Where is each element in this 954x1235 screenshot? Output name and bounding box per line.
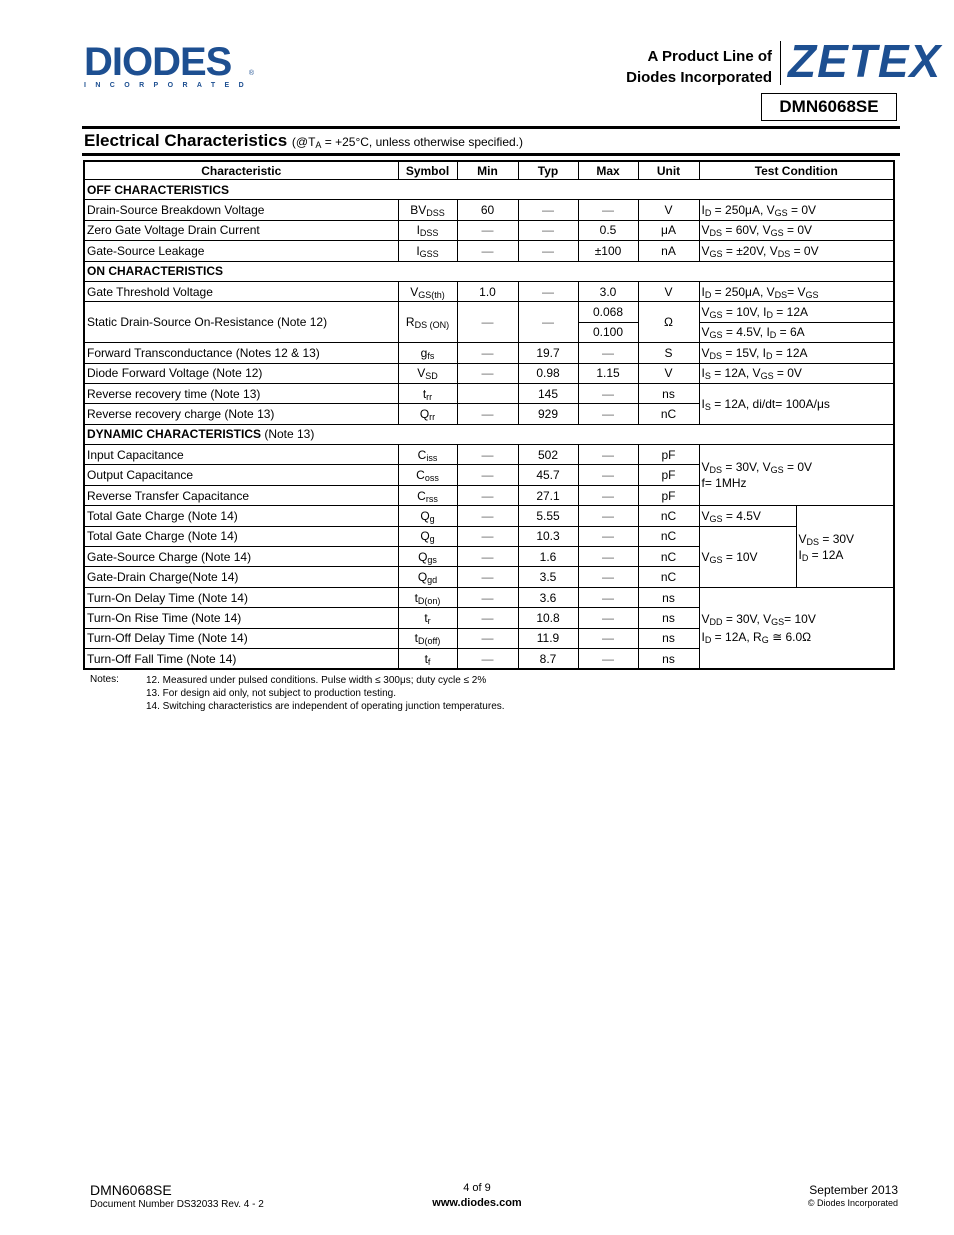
unit-cell: nA [638,241,699,261]
unit-cell: V [638,363,699,383]
footer-website-link[interactable]: www.diodes.com [432,1197,522,1209]
symbol-cell: $t_{rr}$ [398,383,457,403]
table-header-row [84,161,894,180]
unit-cell: nC [638,547,699,567]
section-on: ON CHARACTERISTICS [84,261,894,281]
condition-cell: $V_{GS} = 4.5V$ [699,506,796,526]
min-cell: — [457,220,518,240]
min-cell: 60 [457,200,518,220]
typ-cell: — [518,302,578,343]
condition-cell: $V_{GS} = 4.5V$, $I_D = 6A$ [699,322,894,342]
min-cell: — [457,506,518,526]
header-test-condition: Test Condition [699,161,894,180]
header-min: Min [457,161,518,180]
condition-cell: $V_{GS} = 10V$, $I_D = 12A$ [699,302,894,322]
section-title-condition: ($@T_A = +25^\circ C$, unless otherwise specified.) [291,135,524,150]
table-row [84,343,894,363]
max-cell: — [578,445,638,465]
max-cell: ±100 [578,241,638,261]
typ-cell: 145 [518,383,578,403]
table-row [84,281,894,301]
header-characteristic: Characteristic [84,161,398,180]
unit-cell: pF [638,485,699,505]
char-cell: Diode Forward Voltage (Note 12) [84,363,398,383]
table-row [84,383,894,403]
unit-cell: ns [638,587,699,607]
table-row [84,363,894,383]
symbol-cell: $I_{GSS}$ [398,241,457,261]
title-rule-bottom [82,153,900,156]
unit-cell: ns [638,608,699,628]
unit-cell: V [638,281,699,301]
max-cell: — [578,506,638,526]
table-row [84,220,894,240]
table-row [84,241,894,261]
diodes-logo-subtext: INCORPORATED [84,82,254,89]
min-cell: — [457,465,518,485]
diodes-logo [84,42,254,88]
min-cell: — [457,526,518,546]
header-symbol: Symbol [398,161,457,180]
table-row [84,506,894,526]
typ-cell: 5.55 [518,506,578,526]
symbol-cell: $t_f$ [398,648,457,669]
min-cell: 1.0 [457,281,518,301]
header-max: Max [578,161,638,180]
typ-cell: 8.7 [518,648,578,669]
char-cell: Gate-Source Charge (Note 14) [84,547,398,567]
max-cell: — [578,526,638,546]
header-unit: Unit [638,161,699,180]
table-row [84,302,894,322]
max-cell: 0.068 [578,302,638,322]
min-cell: — [457,363,518,383]
table-row [84,526,894,546]
typ-cell: 0.98 [518,363,578,383]
unit-cell: pF [638,465,699,485]
char-cell: Input Capacitance [84,445,398,465]
char-cell: Total Gate Charge (Note 14) [84,506,398,526]
symbol-cell: $V_{GS(th)}$ [398,281,457,301]
char-cell: Turn-Off Delay Time (Note 14) [84,628,398,648]
symbol-cell: $C_{rss}$ [398,485,457,505]
part-number-box: DMN6068SE [761,93,897,121]
footer-copyright: © Diodes Incorporated [807,1198,898,1208]
unit-cell: S [638,343,699,363]
symbol-cell: $Q_g$ [398,526,457,546]
typ-cell: 929 [518,404,578,424]
typ-cell: — [518,200,578,220]
min-cell [457,383,518,403]
min-cell: — [457,628,518,648]
typ-cell: 3.6 [518,587,578,607]
max-cell: — [578,343,638,363]
section-dynamic: DYNAMIC CHARACTERISTICS (Note 13) [84,424,894,444]
min-cell: — [457,567,518,587]
symbol-cell: $Q_{gd}$ [398,567,457,587]
table-row [84,445,894,465]
symbol-cell: $Q_{gs}$ [398,547,457,567]
symbol-cell: $g_{fs}$ [398,343,457,363]
max-cell: — [578,485,638,505]
footer-page-number: 4 of 9 [463,1182,491,1194]
condition-cell: $I_D = 250\mu A$, $V_{GS} = 0V$ [699,200,894,220]
registered-mark: ® [248,70,254,77]
unit-cell: nC [638,506,699,526]
char-cell: Turn-On Rise Time (Note 14) [84,608,398,628]
section-row [84,261,894,281]
char-cell: Gate-Source Leakage [84,241,398,261]
section-off: OFF CHARACTERISTICS [84,180,894,200]
max-cell: — [578,200,638,220]
unit-cell: nC [638,526,699,546]
condition-cell: $I_D = 250\mu A$, $V_{DS}= V_{GS}$ [699,281,894,301]
typ-cell: 1.6 [518,547,578,567]
typ-cell: 19.7 [518,343,578,363]
typ-cell: — [518,241,578,261]
typ-cell: 10.3 [518,526,578,546]
max-cell: — [578,648,638,669]
min-cell: — [457,404,518,424]
min-cell: — [457,302,518,343]
unit-cell: pF [638,445,699,465]
product-line [626,46,772,88]
section-row [84,180,894,200]
max-cell: — [578,628,638,648]
condition-cell: $V_{DS} = 60V$, $V_{GS} = 0V$ [699,220,894,240]
condition-cell: $V_{GS} = 10V$ [699,526,796,587]
min-cell: — [457,587,518,607]
max-cell: — [578,567,638,587]
note-12: 12. Measured under pulsed conditions. Pulse width ≤ 300μs; duty cycle ≤ 2% [146,675,487,686]
unit-cell: nC [638,567,699,587]
max-cell: 1.15 [578,363,638,383]
char-cell: Turn-Off Fall Time (Note 14) [84,648,398,669]
symbol-cell: $t_{D(on)}$ [398,587,457,607]
max-cell: — [578,587,638,607]
min-cell: — [457,343,518,363]
char-cell: Zero Gate Voltage Drain Current [84,220,398,240]
zetex-logo: ZETEX [788,35,942,87]
unit-cell: V [638,200,699,220]
min-cell: — [457,648,518,669]
condition-cell: $V_{DD} = 30V$, $V_{GS}= 10V$ $I_D = 12A$, $R_G$ ≅ 6.0Ω [699,587,894,669]
typ-cell: 3.5 [518,567,578,587]
char-cell: Output Capacitance [84,465,398,485]
condition-cell: $V_{DS} = 30V$ $I_D = 12A$ [796,506,894,588]
max-cell: 0.100 [578,322,638,342]
min-cell: — [457,547,518,567]
symbol-cell: $t_{D(off)}$ [398,628,457,648]
footer-document-number: Document Number DS32033 Rev. 4 - 2 [90,1199,264,1210]
typ-cell: 27.1 [518,485,578,505]
max-cell: — [578,404,638,424]
note-14: 14. Switching characteristics are independent of operating junction temperatures. [146,701,505,712]
min-cell: — [457,608,518,628]
typ-cell: — [518,281,578,301]
title-rule-top [82,126,900,129]
typ-cell: 502 [518,445,578,465]
max-cell: — [578,608,638,628]
table-row [84,587,894,607]
footer-part-number: DMN6068SE [90,1182,172,1198]
unit-cell: Ω [638,302,699,343]
char-cell: Reverse Transfer Capacitance [84,485,398,505]
symbol-cell: $R_{DS (ON)}$ [398,302,457,343]
section-title [84,131,523,151]
symbol-cell: $V_{SD}$ [398,363,457,383]
symbol-cell: $I_{DSS}$ [398,220,457,240]
condition-cell: $V_{DS} = 30V$, $V_{GS} = 0V$ f= 1MHz [699,445,894,506]
min-cell: — [457,445,518,465]
char-cell: Static Drain-Source On-Resistance (Note 12) [84,302,398,343]
electrical-characteristics-table [83,160,895,670]
typ-cell: 10.8 [518,608,578,628]
typ-cell: 11.9 [518,628,578,648]
symbol-cell: $Q_{rr}$ [398,404,457,424]
unit-cell: μA [638,220,699,240]
max-cell: 3.0 [578,281,638,301]
char-cell: Turn-On Delay Time (Note 14) [84,587,398,607]
char-cell: Forward Transconductance (Notes 12 & 13) [84,343,398,363]
notes-list [146,674,505,713]
max-cell: — [578,547,638,567]
symbol-cell: $BV_{DSS}$ [398,200,457,220]
unit-cell: ns [638,383,699,403]
header-divider [780,41,781,85]
typ-cell: — [518,220,578,240]
min-cell: — [457,241,518,261]
symbol-cell: $C_{iss}$ [398,445,457,465]
note-13: 13. For design aid only, not subject to production testing. [146,688,396,699]
max-cell: 0.5 [578,220,638,240]
char-cell: Total Gate Charge (Note 14) [84,526,398,546]
product-line-2: Diodes Incorporated [626,69,772,86]
condition-cell: $V_{DS} = 15V$, $I_D = 12A$ [699,343,894,363]
char-cell: Gate Threshold Voltage [84,281,398,301]
condition-cell: $I_S = 12A$, di/dt= 100A/μs [699,383,894,424]
footer-date: September 2013 [809,1183,898,1197]
char-cell: Reverse recovery time (Note 13) [84,383,398,403]
product-line-1: A Product Line of [647,48,772,65]
notes-label: Notes: [90,674,119,685]
condition-cell: $I_S = 12A$, $V_{GS} = 0V$ [699,363,894,383]
section-title-main: Electrical Characteristics [84,131,288,150]
header-typ: Typ [518,161,578,180]
char-cell: Gate-Drain Charge(Note 14) [84,567,398,587]
typ-cell: 45.7 [518,465,578,485]
unit-cell: ns [638,628,699,648]
symbol-cell: $t_r$ [398,608,457,628]
diodes-logo-text: DIODES [84,40,232,84]
table-row [84,200,894,220]
unit-cell: ns [638,648,699,669]
symbol-cell: $Q_g$ [398,506,457,526]
section-row [84,424,894,444]
max-cell: — [578,465,638,485]
char-cell: Drain-Source Breakdown Voltage [84,200,398,220]
symbol-cell: $C_{oss}$ [398,465,457,485]
condition-cell: $V_{GS} = \pm 20V$, $V_{DS} = 0V$ [699,241,894,261]
min-cell: — [457,485,518,505]
max-cell: — [578,383,638,403]
char-cell: Reverse recovery charge (Note 13) [84,404,398,424]
unit-cell: nC [638,404,699,424]
